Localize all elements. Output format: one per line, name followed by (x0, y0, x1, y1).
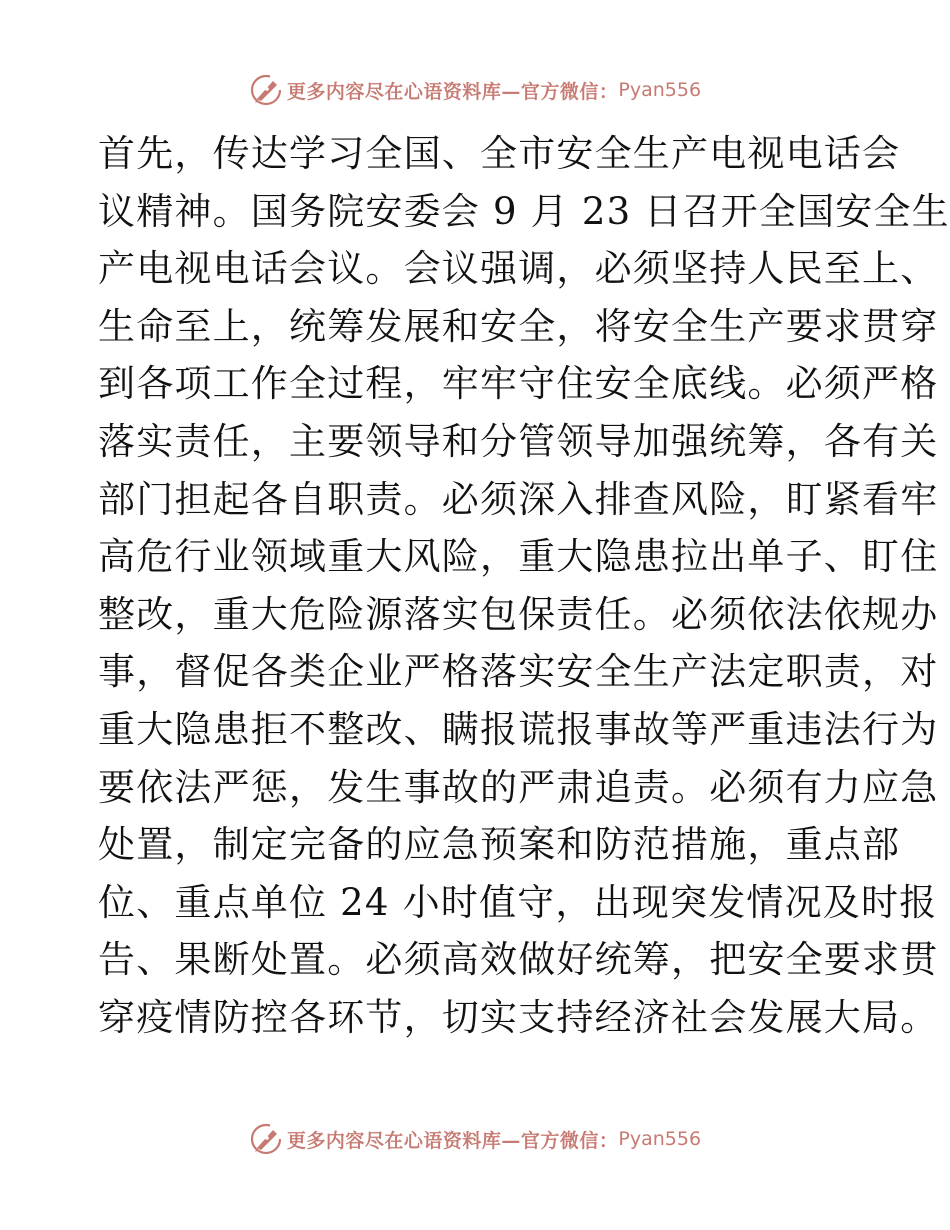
text-line: 要依法严惩，发生事故的严肃追责。必须有力应急 (98, 765, 939, 809)
header-banner (0, 72, 950, 108)
banner-contact: Pyan556 (618, 1128, 702, 1150)
footer-banner (0, 1121, 950, 1157)
text-line: 首先，传达学习全国、全市安全生产电视电话会 (98, 132, 901, 175)
document-body (98, 125, 950, 1047)
text-line: 到各项工作全过程，牢牢守住安全底线。必须严格 (98, 362, 939, 406)
banner-contact: Pyan556 (618, 79, 702, 101)
text-line: 生命至上，统筹发展和安全，将安全生产要求贯穿 (98, 304, 939, 348)
text-line: 高危行业领域重大风险，重大隐患拉出单子、盯住 (98, 535, 939, 579)
text-line: 处置，制定完备的应急预案和防范措施，重点部 (98, 823, 901, 867)
text-line: 事，督促各类企业严格落实安全生产法定职责，对 (98, 650, 939, 694)
text-line: 穿疫情防控各环节，切实支持经济社会发展大局。 (98, 995, 939, 1039)
text-line: 产电视电话会议。会议强调，必须坚持人民至上、 (98, 247, 939, 291)
text-line: 告、果断处置。必须高效做好统筹，把安全要求贯 (98, 938, 939, 982)
text-line: 落实责任，主要领导和分管领导加强统筹，各有关 (98, 419, 939, 463)
text-line: 部门担起各自职责。必须深入排查风险，盯紧看牢 (98, 477, 939, 521)
text-line: 位、重点单位 24 小时值守，出现突发情况及时报 (98, 880, 938, 924)
pen-nib-logo-icon (249, 73, 283, 107)
text-line: 整改，重大危险源落实包保责任。必须依法依规办 (98, 592, 939, 636)
banner-text: 更多内容尽在心语资料库—官方微信： (286, 1129, 619, 1152)
text-line: 议精神。国务院安委会 9 月 23 日召开全国安全生 (98, 189, 950, 233)
pen-nib-logo-icon (249, 1122, 283, 1156)
text-line: 重大隐患拒不整改、瞒报谎报事故等严重违法行为 (98, 707, 939, 751)
banner-text: 更多内容尽在心语资料库—官方微信： (286, 80, 619, 103)
